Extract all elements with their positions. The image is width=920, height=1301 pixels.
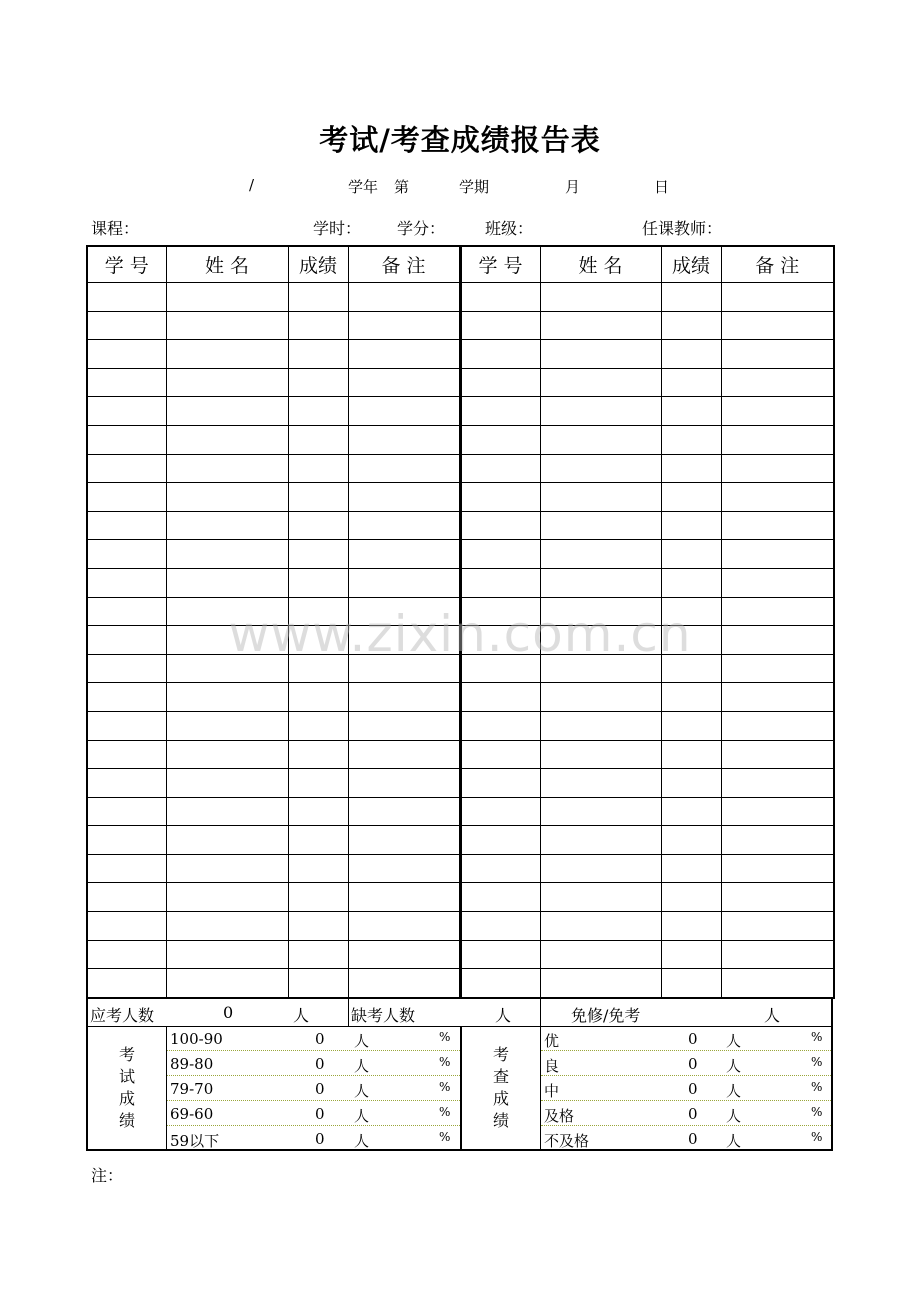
table-row (87, 883, 834, 912)
grid-cell[interactable] (661, 969, 721, 998)
grid-cell[interactable] (460, 568, 540, 597)
grid-cell[interactable] (540, 283, 661, 312)
grid-cell[interactable] (661, 511, 721, 540)
grid-cell[interactable] (540, 340, 661, 369)
table-row (87, 540, 834, 569)
grid-cell[interactable] (540, 368, 661, 397)
vertical-label-char: 考 (118, 1045, 135, 1064)
table-row (87, 568, 834, 597)
grid-cell[interactable] (460, 540, 540, 569)
grid-cell[interactable] (540, 854, 661, 883)
grid-cell[interactable] (661, 711, 721, 740)
grid-cell[interactable] (661, 826, 721, 855)
table-row (87, 368, 834, 397)
table-row (87, 311, 834, 340)
grid-cell[interactable] (460, 311, 540, 340)
grid-cell[interactable] (661, 540, 721, 569)
grid-cell[interactable] (661, 683, 721, 712)
grid-cell[interactable] (460, 483, 540, 512)
count-unit: 人 (354, 1107, 370, 1125)
grid-cell[interactable] (288, 511, 348, 540)
grid-cell[interactable] (166, 397, 288, 426)
grid-cell[interactable] (288, 425, 348, 454)
table-row (87, 969, 834, 998)
grid-cell[interactable] (661, 311, 721, 340)
table-row (87, 854, 834, 883)
grid-cell[interactable] (540, 711, 661, 740)
grid-cell[interactable] (288, 854, 348, 883)
header-student-id-right: 学 号 (460, 246, 540, 283)
grid-cell[interactable] (540, 454, 661, 483)
count-value: 0 (688, 1105, 698, 1123)
meta-day: 日 (654, 178, 670, 196)
grid-cell[interactable] (166, 368, 288, 397)
grid-cell[interactable] (540, 511, 661, 540)
grid-cell[interactable] (288, 797, 348, 826)
grid-cell[interactable] (166, 568, 288, 597)
grid-cell[interactable] (288, 368, 348, 397)
grid-cell[interactable] (540, 683, 661, 712)
grid-cell[interactable] (460, 683, 540, 712)
grid-cell[interactable] (460, 854, 540, 883)
distribution-row (167, 1076, 460, 1101)
grid-cell[interactable] (288, 568, 348, 597)
grid-cell[interactable] (288, 740, 348, 769)
grid-cell[interactable] (87, 683, 166, 712)
grid-cell[interactable] (661, 368, 721, 397)
grid-cell[interactable] (540, 969, 661, 998)
grid-cell[interactable] (348, 969, 460, 998)
distribution-row (167, 1126, 460, 1151)
credits-label: 学分： (397, 219, 446, 238)
grid-cell[interactable] (288, 340, 348, 369)
absent-label: 缺考人数 (351, 1006, 416, 1025)
grid-cell[interactable] (348, 912, 460, 941)
grid-cell[interactable] (348, 454, 460, 483)
grid-cell[interactable] (166, 969, 288, 998)
grid-cell[interactable] (166, 711, 288, 740)
grid-cell[interactable] (661, 797, 721, 826)
grid-cell[interactable] (460, 454, 540, 483)
grid-cell[interactable] (721, 540, 834, 569)
percent-value: % (439, 1105, 451, 1119)
percent-value: % (439, 1130, 451, 1144)
grade-label: 69-60 (170, 1105, 214, 1123)
grid-cell[interactable] (661, 283, 721, 312)
header-remark-right: 备 注 (721, 246, 834, 283)
grid-cell[interactable] (348, 511, 460, 540)
grid-cell[interactable] (721, 568, 834, 597)
grid-cell[interactable] (288, 683, 348, 712)
grid-cell[interactable] (87, 425, 166, 454)
vertical-label-char: 绩 (492, 1111, 509, 1130)
grid-cell[interactable] (540, 425, 661, 454)
grid-cell[interactable] (87, 797, 166, 826)
percent-value: % (439, 1055, 451, 1069)
grid-cell[interactable] (661, 454, 721, 483)
grid-cell[interactable] (166, 940, 288, 969)
grade-label: 59以下 (170, 1132, 220, 1150)
count-unit: 人 (354, 1057, 370, 1075)
grid-cell[interactable] (166, 912, 288, 941)
grid-cell[interactable] (166, 454, 288, 483)
check-score-label (490, 1044, 512, 1132)
header-score: 成绩 (288, 246, 348, 283)
grade-label: 及格 (544, 1107, 575, 1125)
grade-label: 优 (544, 1032, 560, 1050)
grid-cell[interactable] (166, 283, 288, 312)
vertical-label-char: 成 (118, 1089, 135, 1108)
grid-cell[interactable] (288, 454, 348, 483)
grid-cell[interactable] (348, 683, 460, 712)
grade-label: 中 (544, 1082, 560, 1100)
distribution-row (541, 1026, 831, 1051)
grid-cell[interactable] (661, 568, 721, 597)
grid-cell[interactable] (288, 969, 348, 998)
grid-cell[interactable] (166, 311, 288, 340)
grid-cell[interactable] (166, 769, 288, 798)
exam-score-label (116, 1044, 138, 1132)
grid-cell[interactable] (166, 683, 288, 712)
grid-cell[interactable] (460, 368, 540, 397)
distribution-row (541, 1101, 831, 1126)
grid-cell[interactable] (460, 883, 540, 912)
grid-cell[interactable] (661, 740, 721, 769)
count-unit: 人 (354, 1032, 370, 1050)
count-unit: 人 (354, 1132, 370, 1150)
grid-cell[interactable] (661, 397, 721, 426)
grid-cell[interactable] (87, 826, 166, 855)
grid-cell[interactable] (460, 940, 540, 969)
table-row (87, 740, 834, 769)
grid-cell[interactable] (348, 283, 460, 312)
should-attend-label: 应考人数 (90, 1006, 155, 1025)
grid-cell[interactable] (460, 340, 540, 369)
grid-cell[interactable] (87, 883, 166, 912)
grid-cell[interactable] (87, 769, 166, 798)
grid-cell[interactable] (721, 340, 834, 369)
grid-cell[interactable] (288, 769, 348, 798)
grid-cell[interactable] (87, 740, 166, 769)
absent-unit: 人 (495, 1006, 512, 1025)
percent-value: % (439, 1080, 451, 1094)
grid-cell[interactable] (460, 826, 540, 855)
grid-cell[interactable] (540, 540, 661, 569)
grid-cell[interactable] (661, 769, 721, 798)
grid-cell[interactable] (348, 368, 460, 397)
grid-cell[interactable] (348, 311, 460, 340)
grid-cell[interactable] (721, 711, 834, 740)
grid-cell[interactable] (166, 483, 288, 512)
table-row (87, 511, 834, 540)
count-value: 0 (688, 1080, 698, 1098)
grid-cell[interactable] (348, 854, 460, 883)
grid-cell[interactable] (87, 454, 166, 483)
grid-cell[interactable] (661, 883, 721, 912)
distribution-row (541, 1126, 831, 1151)
should-attend-value: 0 (223, 1003, 234, 1022)
grid-cell[interactable] (721, 769, 834, 798)
table-row (87, 397, 834, 426)
meta-month: 月 (565, 178, 581, 196)
grid-header-row (87, 246, 834, 283)
grid-cell[interactable] (87, 311, 166, 340)
count-unit: 人 (726, 1082, 742, 1100)
grid-cell[interactable] (540, 311, 661, 340)
header-name: 姓 名 (166, 246, 288, 283)
grid-cell[interactable] (540, 740, 661, 769)
grid-cell[interactable] (460, 740, 540, 769)
header-remark: 备 注 (348, 246, 460, 283)
grid-cell[interactable] (166, 797, 288, 826)
table-row (87, 425, 834, 454)
grid-cell[interactable] (721, 511, 834, 540)
meta-di: 第 (394, 178, 410, 196)
grid-cell[interactable] (166, 340, 288, 369)
grid-cell[interactable] (87, 711, 166, 740)
grid-cell[interactable] (540, 483, 661, 512)
vertical-label-char: 成 (492, 1089, 509, 1108)
grid-cell[interactable] (721, 797, 834, 826)
grid-cell[interactable] (540, 769, 661, 798)
grid-cell[interactable] (166, 740, 288, 769)
grid-cell[interactable] (540, 883, 661, 912)
grid-cell[interactable] (166, 883, 288, 912)
grid-cell[interactable] (721, 883, 834, 912)
grid-cell[interactable] (87, 368, 166, 397)
exempt-unit: 人 (764, 1006, 781, 1025)
vertical-label-char: 绩 (118, 1111, 135, 1130)
grid-cell[interactable] (87, 283, 166, 312)
note-label: 注： (91, 1166, 124, 1185)
grade-label: 不及格 (544, 1132, 590, 1150)
table-row (87, 940, 834, 969)
teacher-label: 任课教师： (642, 219, 723, 238)
grid-cell[interactable] (288, 311, 348, 340)
count-value: 0 (688, 1030, 698, 1048)
grid-cell[interactable] (348, 883, 460, 912)
grid-cell[interactable] (540, 912, 661, 941)
grid-cell[interactable] (288, 483, 348, 512)
grid-cell[interactable] (460, 912, 540, 941)
vertical-label-char: 试 (118, 1067, 135, 1086)
grid-cell[interactable] (288, 397, 348, 426)
table-row (87, 826, 834, 855)
grid-cell[interactable] (661, 340, 721, 369)
percent-value: % (811, 1105, 823, 1119)
grid-cell[interactable] (166, 826, 288, 855)
grid-cell[interactable] (87, 483, 166, 512)
grid-cell[interactable] (540, 826, 661, 855)
grid-cell[interactable] (348, 568, 460, 597)
table-row (87, 283, 834, 312)
percent-value: % (811, 1080, 823, 1094)
grid-cell[interactable] (87, 940, 166, 969)
grid-cell[interactable] (540, 397, 661, 426)
grid-cell[interactable] (348, 540, 460, 569)
grid-cell[interactable] (460, 797, 540, 826)
grid-cell[interactable] (661, 854, 721, 883)
header-student-id: 学 号 (87, 246, 166, 283)
count-value: 0 (688, 1055, 698, 1073)
grid-cell[interactable] (540, 797, 661, 826)
grid-cell[interactable] (460, 511, 540, 540)
grid-cell[interactable] (460, 397, 540, 426)
count-value: 0 (315, 1130, 325, 1148)
grid-cell[interactable] (288, 883, 348, 912)
count-unit: 人 (726, 1057, 742, 1075)
vertical-label-char: 考 (492, 1045, 509, 1064)
percent-value: % (811, 1030, 823, 1044)
grid-cell[interactable] (87, 397, 166, 426)
grid-cell[interactable] (288, 940, 348, 969)
grid-cell[interactable] (721, 683, 834, 712)
grid-cell[interactable] (661, 912, 721, 941)
count-value: 0 (315, 1105, 325, 1123)
distribution-row (167, 1101, 460, 1126)
grid-cell[interactable] (721, 283, 834, 312)
grid-cell[interactable] (460, 969, 540, 998)
grid-cell[interactable] (661, 425, 721, 454)
grid-cell[interactable] (721, 854, 834, 883)
grid-cell[interactable] (721, 740, 834, 769)
grid-cell[interactable] (348, 940, 460, 969)
grid-cell[interactable] (166, 540, 288, 569)
header-score-right: 成绩 (661, 246, 721, 283)
grid-cell[interactable] (721, 397, 834, 426)
grid-cell[interactable] (288, 912, 348, 941)
hours-label: 学时： (313, 219, 362, 238)
grid-cell[interactable] (540, 940, 661, 969)
grid-cell[interactable] (348, 797, 460, 826)
count-value: 0 (688, 1130, 698, 1148)
grid-cell[interactable] (540, 568, 661, 597)
count-unit: 人 (726, 1107, 742, 1125)
grid-cell[interactable] (348, 826, 460, 855)
meta-term: 学期 (459, 178, 490, 196)
grid-cell[interactable] (87, 854, 166, 883)
grid-cell[interactable] (288, 711, 348, 740)
grid-cell[interactable] (721, 454, 834, 483)
grid-cell[interactable] (348, 483, 460, 512)
exempt-label: 免修/免考 (571, 1006, 641, 1025)
grid-cell[interactable] (348, 711, 460, 740)
table-row (87, 769, 834, 798)
distribution-row (167, 1026, 460, 1051)
grid-cell[interactable] (87, 969, 166, 998)
grade-label: 89-80 (170, 1055, 214, 1073)
grid-cell[interactable] (348, 425, 460, 454)
grid-cell[interactable] (348, 740, 460, 769)
grid-cell[interactable] (348, 340, 460, 369)
grid-cell[interactable] (460, 283, 540, 312)
percent-value: % (439, 1030, 451, 1044)
class-label: 班级： (485, 219, 534, 238)
table-row (87, 797, 834, 826)
table-row (87, 683, 834, 712)
distribution-row (167, 1051, 460, 1076)
watermark: www.zixin.com.cn (228, 605, 692, 663)
grid-cell[interactable] (166, 511, 288, 540)
grid-cell[interactable] (721, 368, 834, 397)
grid-cell[interactable] (166, 854, 288, 883)
grid-cell[interactable] (288, 826, 348, 855)
grid-cell[interactable] (721, 311, 834, 340)
grade-label: 79-70 (170, 1080, 214, 1098)
count-unit: 人 (354, 1082, 370, 1100)
grid-cell[interactable] (661, 483, 721, 512)
percent-value: % (811, 1130, 823, 1144)
grid-cell[interactable] (87, 568, 166, 597)
grid-cell[interactable] (721, 826, 834, 855)
vertical-label-char: 查 (492, 1067, 509, 1086)
table-row (87, 454, 834, 483)
percent-value: % (811, 1055, 823, 1069)
grid-cell[interactable] (460, 711, 540, 740)
grid-cell[interactable] (288, 540, 348, 569)
count-unit: 人 (726, 1032, 742, 1050)
grade-label: 良 (544, 1057, 560, 1075)
table-row (87, 340, 834, 369)
grid-cell[interactable] (721, 940, 834, 969)
summary-section (86, 997, 833, 1151)
grid-cell[interactable] (87, 912, 166, 941)
count-value: 0 (315, 1080, 325, 1098)
grid-cell[interactable] (721, 425, 834, 454)
grid-cell[interactable] (166, 425, 288, 454)
distribution-row (541, 1076, 831, 1101)
count-unit: 人 (726, 1132, 742, 1150)
grid-cell[interactable] (87, 340, 166, 369)
table-row (87, 711, 834, 740)
meta-slash: / (249, 176, 255, 194)
grid-cell[interactable] (460, 769, 540, 798)
grid-cell[interactable] (721, 483, 834, 512)
attendance-row (88, 999, 831, 1027)
grid-cell[interactable] (661, 940, 721, 969)
grid-cell[interactable] (87, 540, 166, 569)
count-value: 0 (315, 1030, 325, 1048)
grid-cell[interactable] (721, 912, 834, 941)
header-name-right: 姓 名 (540, 246, 661, 283)
table-row (87, 483, 834, 512)
meta-year: 学年 (348, 178, 379, 196)
distribution-row (541, 1051, 831, 1076)
grid-cell[interactable] (87, 511, 166, 540)
page-title: 考试/考查成绩报告表 (319, 123, 601, 157)
grid-cell[interactable] (348, 769, 460, 798)
table-row (87, 912, 834, 941)
grade-label: 100-90 (170, 1030, 223, 1048)
grid-cell[interactable] (348, 397, 460, 426)
should-attend-unit: 人 (293, 1006, 310, 1025)
grid-cell[interactable] (288, 283, 348, 312)
count-value: 0 (315, 1055, 325, 1073)
grid-cell[interactable] (460, 425, 540, 454)
course-label: 课程： (91, 219, 140, 238)
grid-cell[interactable] (721, 969, 834, 998)
